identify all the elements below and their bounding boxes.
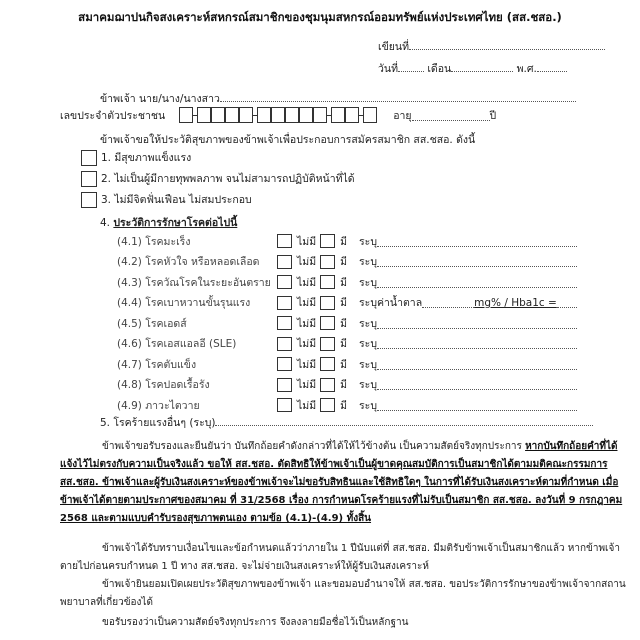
- declaration-paragraph-2: [60, 540, 628, 576]
- id-digit-box[interactable]: [211, 107, 225, 123]
- year-label: พ.ศ.: [516, 63, 537, 75]
- yes-checkbox[interactable]: [320, 234, 335, 248]
- specify-label: ระบุ: [359, 256, 377, 269]
- specify-field[interactable]: [377, 400, 577, 411]
- yes-checkbox[interactable]: [320, 255, 335, 269]
- day-field[interactable]: [398, 61, 424, 72]
- date-row: [378, 60, 567, 77]
- id-digit-box[interactable]: [313, 107, 327, 123]
- yes-label: มี: [340, 297, 348, 310]
- specify-label: ระบุ: [359, 235, 377, 248]
- declaration-p1-text: ข้าพเจ้าขอรับรองและยืนยันว่า บันทึกถ้อยคำดังกล่าวที่ได้ให้ไว้ข้างต้น เป็นความสัตย์จริงทุกประการ: [102, 441, 526, 452]
- yes-checkbox[interactable]: [320, 378, 335, 392]
- disease-row: [117, 313, 577, 334]
- yes-label: มี: [340, 379, 348, 392]
- specify-field[interactable]: [377, 236, 577, 247]
- disease-row: [117, 231, 577, 252]
- specify-label: ระบุ: [359, 358, 377, 371]
- section-4-heading: [100, 214, 237, 231]
- yes-label: มี: [340, 256, 348, 269]
- no-label: ไม่มี: [297, 256, 317, 269]
- specify-field[interactable]: [377, 256, 577, 267]
- yes-checkbox[interactable]: [320, 316, 335, 330]
- no-label: ไม่มี: [297, 276, 317, 289]
- no-checkbox[interactable]: [277, 398, 292, 412]
- month-label: เดือน: [427, 63, 452, 75]
- no-checkbox[interactable]: [277, 296, 292, 310]
- yes-label: มี: [340, 276, 348, 289]
- item-2-label: 2. ไม่เป็นผู้มีกายทุพพลภาพ จนไม่สามารถปฏิบัติหน้าที่ได้: [101, 173, 355, 185]
- id-digit-box[interactable]: [299, 107, 313, 123]
- item-3-checkbox[interactable]: [81, 192, 97, 208]
- name-label: ข้าพเจ้า นาย/นาง/นางสาว: [100, 93, 220, 105]
- no-checkbox[interactable]: [277, 357, 292, 371]
- disease-row: [117, 272, 577, 293]
- declaration-p1-emphasis: หากบันทึกถ้อยคำที่ได้แจ้งไว้ไม่ตรงกับความเป็นจริงแล้ว ขอให้ สส.ชสอ. ตัดสิทธิให้ข้าพเจ้าเป็นผู้ขาดคุณสมบัติการเป็นสมาชิกได้ตามมติคณะกรรมการ สส.ชสอ. ข้าพเจ้าและผู้รับเงินสงเคราะห์ของข้าพเจ้าจะไม่ขอรับสิทธินและใช้สิทธิใดๆ ในการที่ได้รับเงินสงเคราะห์ตามที่กำหนด เมื่อข้าพเจ้าได้ตายตามประกาศของสมาคม ที่ 31/2568 เรื่อง การกำหนดโรคร้ายแรงที่ไม่รับเป็นสมาชิก สส.ชสอ. ลงวันที่ 9 กรกฎาคม 2568 และตามแบบคำรับรองสุขภาพตนเอง ตามข้อ (4.1)-(4.9) ทั้งสิ้น: [60, 441, 623, 524]
- declaration-p2-text: ข้าพเจ้าได้รับทราบเงื่อนไขและข้อกำหนดแล้วว่าภายใน 1 ปีนับแต่ที่ สส.ชสอ. มีมติรับข้าพเจ้าเป็นสมาชิกแล้ว หากข้าพเจ้าตายไปก่อนครบกำหนด 1 ปี ทาง สส.ชสอ. จะไม่จ่ายเงินสงเคราะห์ให้ผู้รับเงินสงเคราะห์: [60, 543, 620, 572]
- date-label: วันที่: [378, 63, 398, 75]
- id-digit-box[interactable]: [239, 107, 253, 123]
- no-label: ไม่มี: [297, 379, 317, 392]
- year-field[interactable]: [537, 61, 567, 72]
- specify-label: ระบุ: [359, 317, 377, 330]
- section-4-number: 4.: [100, 217, 111, 229]
- item-1-checkbox[interactable]: [81, 150, 97, 166]
- specify-label: ระบุ: [359, 276, 377, 289]
- id-digit-box[interactable]: [257, 107, 271, 123]
- no-label: ไม่มี: [297, 297, 317, 310]
- id-digit-box[interactable]: [179, 107, 193, 123]
- no-checkbox[interactable]: [277, 255, 292, 269]
- no-checkbox[interactable]: [277, 275, 292, 289]
- disease-label: (4.8) โรคปอดเรื้อรัง: [117, 379, 210, 392]
- item-3-label: 3. ไม่มีจิตฟั่นเฟือน ไม่สมประกอบ: [101, 194, 252, 206]
- disease-row: [117, 395, 577, 416]
- specify-field[interactable]: [377, 379, 577, 390]
- id-digit-box[interactable]: [225, 107, 239, 123]
- page-title: สมาคมฌาปนกิจสงเคราะห์สหกรณ์สมาชิกของชุมนุมสหกรณ์ออมทรัพย์แห่งประเทศไทย (สส.ชสอ.): [78, 10, 562, 24]
- disease-label: (4.4) โรคเบาหวานขั้นรุนแรง: [117, 297, 251, 310]
- disease-label: (4.1) โรคมะเร็ง: [117, 235, 191, 248]
- item-1-label: 1. มีสุขภาพแข็งแรง: [101, 152, 192, 164]
- disease-label: (4.9) ภาวะไตวาย: [117, 399, 200, 412]
- sugar-value-field[interactable]: [422, 297, 474, 308]
- specify-field[interactable]: [377, 277, 577, 288]
- specify-field[interactable]: [377, 359, 577, 370]
- item-5-field[interactable]: [215, 415, 593, 426]
- disease-label: (4.6) โรคเอสแอลอี (SLE): [117, 338, 237, 351]
- name-field[interactable]: [220, 91, 576, 102]
- disease-row: [117, 293, 577, 314]
- disease-list: [117, 231, 577, 416]
- specify-label: ระบุค่าน้ำตาล: [359, 297, 423, 310]
- yes-checkbox[interactable]: [320, 357, 335, 371]
- hba1c-field[interactable]: [557, 297, 577, 308]
- no-checkbox[interactable]: [277, 316, 292, 330]
- written-at-field[interactable]: [409, 39, 605, 50]
- specify-label: ระบุ: [359, 399, 377, 412]
- yes-label: มี: [340, 235, 348, 248]
- sugar-unit-label: mg% / Hba1c =: [474, 296, 557, 309]
- disease-row: [117, 252, 577, 273]
- written-at-label: เขียนที่: [378, 41, 410, 53]
- no-label: ไม่มี: [297, 358, 317, 371]
- id-digit-box[interactable]: [197, 107, 211, 123]
- no-label: ไม่มี: [297, 338, 317, 351]
- yes-checkbox[interactable]: [320, 296, 335, 310]
- item-3: [81, 191, 252, 208]
- item-5: [100, 414, 593, 431]
- id-digit-box[interactable]: [285, 107, 299, 123]
- no-label: ไม่มี: [297, 235, 317, 248]
- no-label: ไม่มี: [297, 399, 317, 412]
- no-label: ไม่มี: [297, 317, 317, 330]
- no-checkbox[interactable]: [277, 234, 292, 248]
- item-5-label: 5. โรคร้ายแรงอื่นๆ (ระบุ): [100, 417, 216, 429]
- declaration-p3-text: ข้าพเจ้ายินยอมเปิดเผยประวัติสุขภาพของข้าพเจ้า และขอมอบอำนาจให้ สส.ชสอ. ขอประวัติการรักษาของข้าพเจ้าจากสถานพยาบาลที่เกี่ยวข้องได้: [60, 579, 626, 608]
- age-unit: ปี: [489, 109, 497, 122]
- id-label: เลขประจำตัวประชาชน: [60, 109, 166, 122]
- declaration-paragraph-3: [60, 576, 628, 612]
- specify-label: ระบุ: [359, 379, 377, 392]
- age-field[interactable]: [412, 110, 490, 121]
- yes-label: มี: [340, 399, 348, 412]
- age-label: อายุ: [393, 109, 412, 122]
- yes-label: มี: [340, 317, 348, 330]
- id-digit-box[interactable]: [331, 107, 345, 123]
- disease-label: (4.5) โรคเอดส์: [117, 317, 187, 330]
- id-digit-box[interactable]: [271, 107, 285, 123]
- yes-label: มี: [340, 358, 348, 371]
- item-2-checkbox[interactable]: [81, 171, 97, 187]
- disease-row: [117, 375, 577, 396]
- item-1: [81, 149, 191, 166]
- disease-label: (4.3) โรควัณโรคในระยะอันตราย: [117, 276, 271, 289]
- item-2: [81, 170, 355, 187]
- declaration-paragraph-1: [60, 438, 628, 528]
- no-checkbox[interactable]: [277, 378, 292, 392]
- specify-field[interactable]: [377, 338, 577, 349]
- yes-label: มี: [340, 338, 348, 351]
- id-row: [60, 104, 496, 126]
- month-field[interactable]: [451, 61, 513, 72]
- yes-checkbox[interactable]: [320, 275, 335, 289]
- declaration-paragraph-4: [60, 614, 628, 632]
- disease-label: (4.2) โรคหัวใจ หรือหลอดเลือด: [117, 256, 260, 269]
- disease-label: (4.7) โรคตับแข็ง: [117, 358, 197, 371]
- national-id-input[interactable]: [179, 107, 377, 123]
- specify-label: ระบุ: [359, 338, 377, 351]
- id-digit-box[interactable]: [363, 107, 377, 123]
- yes-checkbox[interactable]: [320, 398, 335, 412]
- written-at-row: [378, 38, 605, 55]
- declaration-p4-text: ขอรับรองว่าเป็นความสัตย์จริงทุกประการ จึงลงลายมือชื่อไว้เป็นหลักฐาน: [102, 617, 409, 628]
- disease-row: [117, 334, 577, 355]
- section-4-title: ประวัติการรักษาโรคต่อไปนี้: [113, 217, 238, 229]
- yes-checkbox[interactable]: [320, 337, 335, 351]
- specify-field[interactable]: [377, 318, 577, 329]
- disease-row: [117, 354, 577, 375]
- no-checkbox[interactable]: [277, 337, 292, 351]
- id-digit-box[interactable]: [345, 107, 359, 123]
- intro-text: ข้าพเจ้าขอให้ประวัติสุขภาพของข้าพเจ้าเพื่อประกอบการสมัครสมาชิก สส.ชสอ. ดังนี้: [100, 134, 476, 146]
